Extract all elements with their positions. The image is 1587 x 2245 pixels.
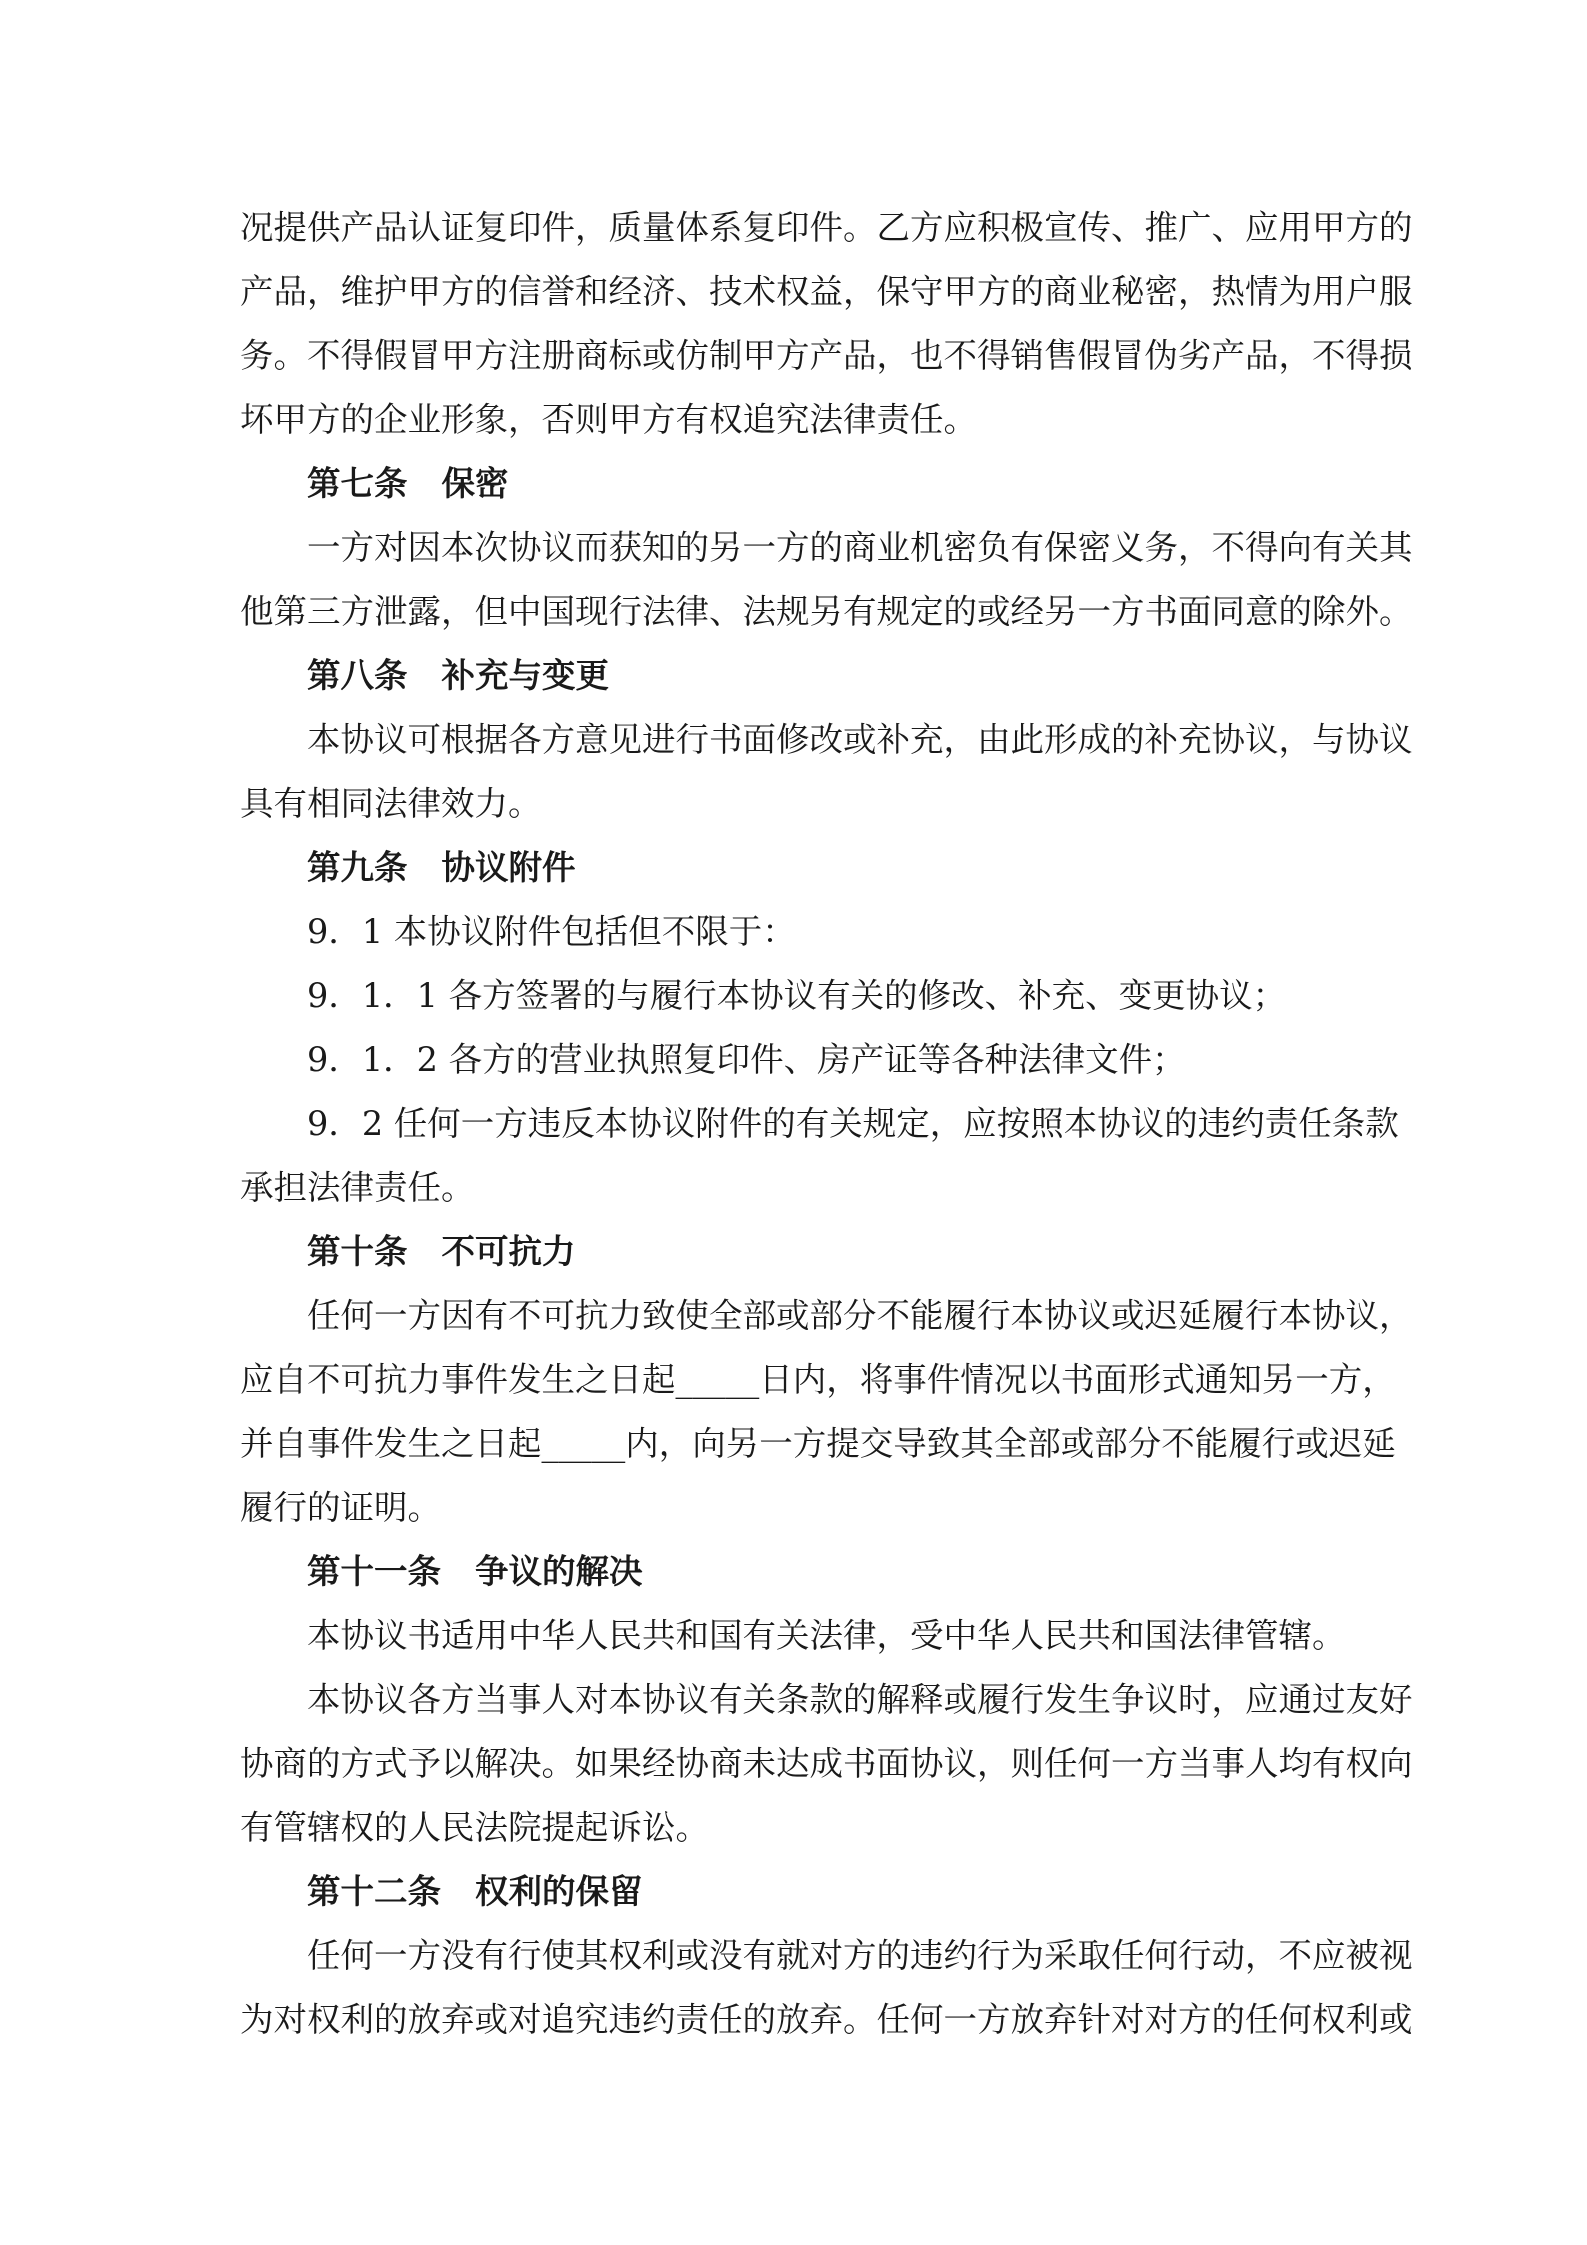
paragraph-line: 任何一方因有不可抗力致使全部或部分不能履行本协议或迟延履行本协议， [307, 1296, 1413, 1335]
paragraph-line: 坏甲方的企业形象，否则甲方有权追究法律责任。 [240, 400, 977, 439]
article-title: 协议附件 [441, 848, 576, 887]
article-heading [240, 452, 1358, 516]
paragraph-line: 承担法律责任。 [240, 1168, 475, 1207]
paragraph-line: 协商的方式予以解决。如果经协商未达成书面协议，则任何一方当事人均有权向 [240, 1744, 1413, 1783]
paragraph-line: 本协议可根据各方意见进行书面修改或补充，由此形成的补充协议，与协议 [307, 720, 1413, 759]
article-number: 第九条 [307, 848, 408, 887]
article-title: 权利的保留 [475, 1872, 643, 1911]
article-heading [240, 1540, 1358, 1604]
paragraph-line: 产品，维护甲方的信誉和经济、技术权益，保守甲方的商业秘密，热情为用户服 [240, 272, 1413, 311]
article-number: 第十二条 [307, 1872, 441, 1911]
paragraph-line: 为对权利的放弃或对追究违约责任的放弃。任何一方放弃针对对方的任何权利或 [240, 2000, 1413, 2039]
paragraph-line: 一方对因本次协议而获知的另一方的商业机密负有保密义务，不得向有关其 [307, 528, 1413, 567]
paragraph-line: 9．1．1 各方签署的与履行本协议有关的修改、补充、变更协议； [307, 976, 1287, 1015]
paragraph-line: 履行的证明。 [240, 1488, 441, 1527]
paragraph-line: 有管辖权的人民法院提起诉讼。 [240, 1808, 709, 1847]
paragraph-line: 9．1．2 各方的营业执照复印件、房产证等各种法律文件； [307, 1040, 1186, 1079]
paragraph-line: 9．2 任何一方违反本协议附件的有关规定，应按照本协议的违约责任条款 [307, 1104, 1399, 1143]
article-number: 第八条 [307, 656, 408, 695]
document-body [240, 196, 1413, 2052]
paragraph-line: 本协议各方当事人对本协议有关条款的解释或履行发生争议时，应通过友好 [307, 1680, 1413, 1719]
article-title: 保密 [441, 464, 509, 503]
article-title: 不可抗力 [441, 1232, 576, 1271]
paragraph-line: 任何一方没有行使其权利或没有就对方的违约行为采取任何行动，不应被视 [307, 1936, 1413, 1975]
article-heading [240, 1220, 1358, 1284]
paragraph-line: 况提供产品认证复印件，质量体系复印件。乙方应积极宣传、推广、应用甲方的 [240, 208, 1413, 247]
article-title: 争议的解决 [475, 1552, 643, 1591]
article-number: 第七条 [307, 464, 408, 503]
paragraph-line: 他第三方泄露，但中国现行法律、法规另有规定的或经另一方书面同意的除外。 [240, 592, 1413, 631]
paragraph-line: 本协议书适用中华人民共和国有关法律，受中华人民共和国法律管辖。 [307, 1616, 1346, 1655]
article-number: 第十条 [307, 1232, 408, 1271]
article-heading [240, 1860, 1358, 1924]
article-heading [240, 644, 1358, 708]
paragraph-line: 务。不得假冒甲方注册商标或仿制甲方产品，也不得销售假冒伪劣产品，不得损 [240, 336, 1413, 375]
paragraph-line: 9．1 本协议附件包括但不限于： [307, 912, 796, 951]
article-heading [240, 836, 1358, 900]
paragraph-line: 并自事件发生之日起_____内，向另一方提交导致其全部或部分不能履行或迟延 [240, 1424, 1396, 1463]
article-number: 第十一条 [307, 1552, 441, 1591]
paragraph-line: 具有相同法律效力。 [240, 784, 542, 823]
paragraph-line: 应自不可抗力事件发生之日起_____日内，将事件情况以书面形式通知另一方， [240, 1360, 1396, 1399]
article-title: 补充与变更 [441, 656, 609, 695]
